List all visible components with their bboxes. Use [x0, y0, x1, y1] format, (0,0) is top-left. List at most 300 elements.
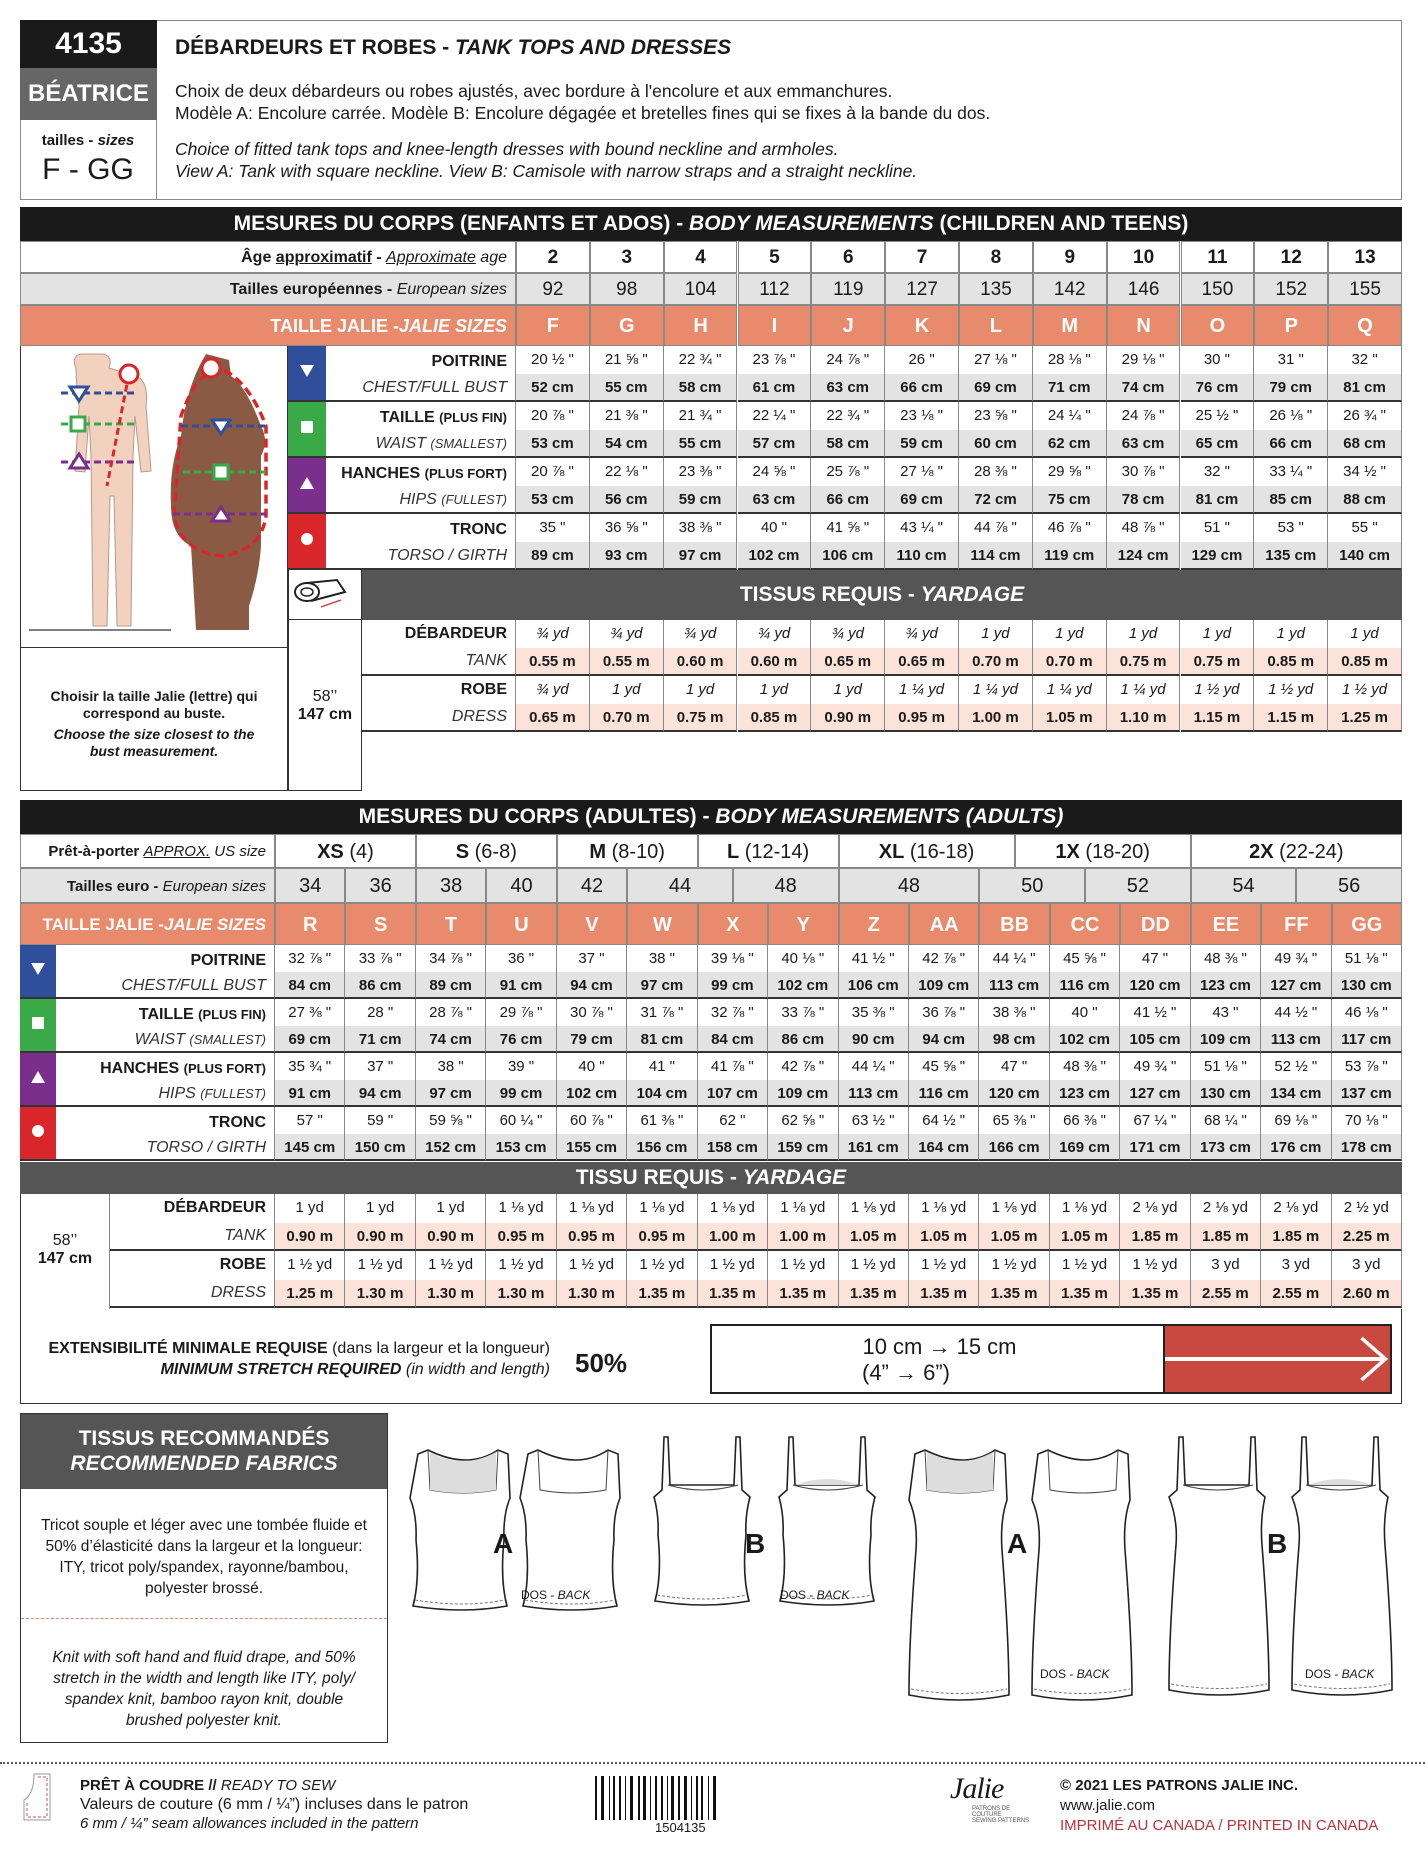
euro-size-cell: 119 [811, 273, 885, 305]
square-icon [300, 420, 314, 439]
measure-inches: 38 " [627, 945, 697, 972]
age-label-en: Approximate [386, 249, 476, 266]
measure-inches: 51 ⅛ " [1332, 945, 1402, 972]
measure-cm: 164 cm [909, 1134, 979, 1161]
measure-label-en [56, 1028, 266, 1051]
euro-label-en: European sizes [396, 281, 507, 298]
ready-en: READY TO SEW [220, 1777, 336, 1794]
measure-inches: 57 " [275, 1107, 345, 1134]
measure-inches: 34 ⅞ " [416, 945, 486, 972]
euro-size-cell: 150 [1181, 273, 1255, 305]
dash: - [371, 249, 387, 266]
measure-cm: 106 cm [839, 972, 909, 999]
jalie-label-fr: TAILLE JALIE - [270, 316, 399, 336]
measure-cm: 178 cm [1332, 1134, 1402, 1161]
jalie-size-row-label [20, 305, 516, 346]
back-fr: DOS - [1305, 1667, 1342, 1681]
yardage-m: 1.10 m [1107, 704, 1181, 732]
yardage-label [362, 620, 516, 676]
circle-icon [31, 1124, 45, 1143]
yardage-m: 0.75 m [1107, 648, 1181, 676]
measure-cm: 52 cm [516, 374, 590, 402]
stretch-label-fr: (dans la largeur et la longueur) [327, 1340, 550, 1357]
measure-inches: 60 ¼ " [486, 1107, 556, 1134]
measure-cm: 84 cm [275, 972, 345, 999]
yardage-m: 1.05 m [909, 1223, 979, 1252]
yardage-m: 2.60 m [1332, 1280, 1402, 1309]
yardage-yd: ¾ yd [664, 620, 738, 648]
measure-cm: 119 cm [1033, 542, 1107, 570]
yardage-yd: 1 yd [664, 676, 738, 704]
yardage-yd: 1 yd [1033, 620, 1107, 648]
jalie-size-cell: AA [909, 903, 979, 945]
stretch-gauge-text [712, 1326, 1167, 1392]
measure-inches: 26 ¾ " [1328, 402, 1402, 430]
measure-label-en [326, 376, 507, 400]
barcode-bar [713, 1776, 716, 1820]
label-fr-main: POITRINE [190, 952, 266, 969]
ready-to-sew [80, 1776, 468, 1833]
yardage-m: 0.60 m [664, 648, 738, 676]
measure-inches: 39 " [486, 1053, 556, 1080]
children-yardage-title [362, 570, 1402, 620]
label-fr-main: TRONC [209, 1114, 266, 1131]
description-fr [175, 80, 990, 124]
measure-cm: 134 cm [1261, 1080, 1331, 1107]
measure-inches: 29 ⅝ " [1033, 458, 1107, 486]
measure-inches: 41 ½ " [839, 945, 909, 972]
measure-inches: 59 ⅝ " [416, 1107, 486, 1134]
measure-inches: 20 ⅞ " [516, 402, 590, 430]
measure-label-en [326, 488, 507, 512]
yardage-yd: 1 ½ yd [979, 1251, 1049, 1280]
measure-inches: 21 ⅝ " [590, 346, 664, 374]
jalie-logo [950, 1772, 1030, 1842]
measure-cm: 71 cm [1033, 374, 1107, 402]
jalie-label-en: JALIE SIZES [163, 915, 266, 934]
fabric-width-cm: 147 cm [297, 706, 353, 723]
triangle-down-icon [30, 962, 46, 981]
adults-table-title [20, 800, 1402, 834]
view-a-label-tank: A [493, 1528, 514, 1559]
measure-inches: 53 ⅞ " [1332, 1053, 1402, 1080]
measure-inches: 51 " [1181, 514, 1255, 542]
yardage-yd: 1 ⅛ yd [1050, 1194, 1120, 1223]
yardage-m: 1.35 m [698, 1280, 768, 1309]
euro-size-cell: 112 [738, 273, 812, 305]
measure-inches: 27 ⅛ " [885, 458, 959, 486]
measure-cm: 110 cm [885, 542, 959, 570]
measure-inches: 34 ½ " [1328, 458, 1402, 486]
jalie-size-cell: U [486, 903, 556, 945]
adult-fabric-width [20, 1194, 110, 1309]
measure-inches: 43 ¼ " [885, 514, 959, 542]
measure-inches: 27 ⅜ " [275, 999, 345, 1026]
measure-cm: 102 cm [738, 542, 812, 570]
footer-divider [0, 1762, 1425, 1764]
children-title-fr: MESURES DU CORPS (ENFANTS ET ADOS) - [233, 212, 690, 235]
measure-inches: 41 ½ " [1120, 999, 1190, 1026]
page-title [175, 36, 731, 60]
measure-cm: 85 cm [1254, 486, 1328, 514]
measure-inches: 41 ⅝ " [811, 514, 885, 542]
yardage-m: 1.00 m [698, 1223, 768, 1252]
measure-cm: 94 cm [909, 1026, 979, 1053]
measure-inches: 36 ⅝ " [590, 514, 664, 542]
yardage-yd: 1 ½ yd [839, 1251, 909, 1280]
yardage-yd: 1 ½ yd [275, 1251, 345, 1280]
yardage-m: 0.65 m [516, 704, 590, 732]
yardage-label [110, 1194, 275, 1251]
adult-fabric-width-cm: 147 cm [37, 1250, 93, 1267]
yardage-m: 0.75 m [1181, 648, 1255, 676]
yardage-yd: 1 ¼ yd [1107, 676, 1181, 704]
euro-size-cell: 52 [1085, 868, 1191, 903]
measure-cm: 150 cm [345, 1134, 415, 1161]
back-en: BACK [1341, 1667, 1375, 1681]
euro-size-cell: 127 [885, 273, 959, 305]
measure-inches: 31 " [1254, 346, 1328, 374]
desc-en-line: View A: Tank with square neckline. View B: Camisole with narrow straps and a straight neckline. [175, 161, 918, 181]
yardage-m: 1.35 m [1120, 1280, 1190, 1309]
label-en-main: TORSO / GIRTH [146, 1139, 266, 1156]
measure-cm: 66 cm [885, 374, 959, 402]
euro-size-cell: 155 [1328, 273, 1402, 305]
yardage-yd: 1 yd [416, 1194, 486, 1223]
yardage-m: 1.25 m [1328, 704, 1402, 732]
measure-cm: 135 cm [1254, 542, 1328, 570]
measure-cm: 59 cm [885, 430, 959, 458]
dress-b-front [1169, 1437, 1269, 1695]
yardage-m: 1.15 m [1254, 704, 1328, 732]
measure-label-en [56, 1082, 266, 1105]
measure-cm: 63 cm [1107, 430, 1181, 458]
measure-cm: 140 cm [1328, 542, 1402, 570]
measure-inches: 37 " [557, 945, 627, 972]
measure-cm: 99 cm [486, 1080, 556, 1107]
desc-en-line: Choice of fitted tank tops and knee-length dresses with bound neckline and armholes. [175, 139, 839, 159]
yardage-m: 0.90 m [416, 1223, 486, 1252]
yardage-m: 2.55 m [1261, 1280, 1331, 1309]
jalie-size-cell: N [1107, 305, 1181, 346]
measure-inches: 20 ½ " [516, 346, 590, 374]
age-cell: 9 [1033, 241, 1107, 273]
measure-cm: 102 cm [768, 972, 838, 999]
yardage-m: 2.25 m [1332, 1223, 1402, 1252]
yardage-m: 0.70 m [959, 648, 1033, 676]
measure-inches: 67 ¼ " [1120, 1107, 1190, 1134]
yardage-label [110, 1251, 275, 1308]
yardage-yd: 1 ½ yd [557, 1251, 627, 1280]
measure-label [56, 1107, 275, 1161]
yardage-label [362, 676, 516, 732]
label-en-small: (SMALLEST) [430, 436, 507, 451]
jalie-size-cell: EE [1191, 903, 1261, 945]
euro-label-fr: Tailles européennes - [229, 281, 397, 298]
yardage-m: 1.85 m [1261, 1223, 1331, 1252]
measure-inches: 53 " [1254, 514, 1328, 542]
label-en-small: (FULLEST) [200, 1086, 266, 1101]
jalie-size-cell: H [664, 305, 738, 346]
measure-cm: 158 cm [698, 1134, 768, 1161]
tank-b-back [779, 1437, 875, 1605]
fabric-width [288, 620, 362, 791]
dress-a-front [909, 1450, 1009, 1700]
yardage-yd: 2 ⅛ yd [1191, 1194, 1261, 1223]
yardage-yd: ¾ yd [516, 620, 590, 648]
measure-inches: 30 ⅞ " [557, 999, 627, 1026]
barcode-bar [661, 1776, 663, 1820]
arrow-right-icon [1165, 1326, 1391, 1392]
ready-fr: PRÊT À COUDRE // [80, 1777, 221, 1794]
measure-cm: 81 cm [627, 1026, 697, 1053]
barcode-bar [684, 1776, 687, 1820]
us-size-cell [275, 834, 416, 868]
measure-cm: 127 cm [1120, 1080, 1190, 1107]
measure-cm: 69 cm [275, 1026, 345, 1053]
jalie-size-cell: J [811, 305, 885, 346]
title-en: TANK TOPS AND DRESSES [455, 36, 732, 59]
back-label-tank-b [780, 1588, 849, 1602]
label-en-main: CHEST/FULL BUST [121, 977, 266, 994]
size-range-box [20, 120, 157, 200]
yardage-yd: 1 ½ yd [768, 1251, 838, 1280]
measure-cm: 76 cm [1181, 374, 1255, 402]
measure-inches: 64 ½ " [909, 1107, 979, 1134]
measure-inches: 36 " [486, 945, 556, 972]
measure-cm: 113 cm [1261, 1026, 1331, 1053]
jalie-size-cell: BB [979, 903, 1049, 945]
label-fr-main: TAILLE [379, 409, 440, 426]
triangle-down-icon [299, 364, 315, 383]
jalie-size-cell: R [275, 903, 345, 945]
stretch-percent: 50% [575, 1348, 628, 1378]
us-size-cell [839, 834, 1015, 868]
measure-inches: 36 ⅞ " [909, 999, 979, 1026]
yardage-yd: 1 ⅛ yd [486, 1194, 556, 1223]
label-en-main: HIPS [158, 1085, 201, 1102]
jalie-size-cell: GG [1332, 903, 1402, 945]
measure-cm: 166 cm [979, 1134, 1049, 1161]
back-en: BACK [1076, 1667, 1110, 1681]
copyright: © 2021 LES PATRONS JALIE INC. [1060, 1777, 1299, 1794]
jalie-size-cell: S [345, 903, 415, 945]
jalie-size-cell: CC [1050, 903, 1120, 945]
yardage-yd: 1 ½ yd [1181, 676, 1255, 704]
barcode-bar [638, 1776, 640, 1820]
measure-label-fr [56, 1107, 266, 1136]
measure-cm: 74 cm [416, 1026, 486, 1053]
measure-cm: 74 cm [1107, 374, 1181, 402]
measure-inches: 28 ⅛ " [1033, 346, 1107, 374]
yardage-yd: 1 ½ yd [909, 1251, 979, 1280]
euro-size-cell: 135 [959, 273, 1033, 305]
euro-size-cell: 146 [1107, 273, 1181, 305]
measure-inches: 21 ⅜ " [590, 402, 664, 430]
yardage-m: 1.35 m [979, 1280, 1049, 1309]
measure-color-swatch [20, 1107, 56, 1161]
euro-size-label [20, 868, 275, 903]
us-size-label [20, 834, 275, 868]
barcode-bar [630, 1776, 633, 1820]
measure-cm: 66 cm [1254, 430, 1328, 458]
us-size-range: (16-18) [904, 841, 975, 863]
us-size-cell [416, 834, 557, 868]
pattern-piece-icon [22, 1772, 52, 1822]
barcode-bar [671, 1776, 674, 1820]
euro-size-cell: 152 [1254, 273, 1328, 305]
yardage-yd: 1 ½ yd [1120, 1251, 1190, 1280]
measure-color-swatch [288, 346, 326, 402]
us-size-range: (22-24) [1273, 841, 1344, 863]
measure-inches: 29 ⅞ " [486, 999, 556, 1026]
measure-label-en [56, 974, 266, 997]
age-word: Âge [241, 249, 276, 266]
yardage-m: 0.70 m [1033, 648, 1107, 676]
measure-inches: 40 " [1050, 999, 1120, 1026]
yardage-yd: 1 yd [738, 676, 812, 704]
measure-cm: 109 cm [909, 972, 979, 999]
measure-inches: 52 ½ " [1261, 1053, 1331, 1080]
measure-inches: 24 ⅞ " [811, 346, 885, 374]
measure-cm: 61 cm [738, 374, 812, 402]
yardage-m: 0.95 m [627, 1223, 697, 1252]
age-cell: 11 [1181, 241, 1255, 273]
back-en: BACK [816, 1588, 850, 1602]
measure-cm: 54 cm [590, 430, 664, 458]
measure-color-swatch [20, 999, 56, 1053]
label-en-main: WAIST [134, 1031, 190, 1048]
measure-inches: 38 ⅜ " [979, 999, 1049, 1026]
yardage-m: 1.35 m [839, 1280, 909, 1309]
jalie-size-cell: F [516, 305, 590, 346]
yardage-m: 0.65 m [885, 648, 959, 676]
measure-inches: 49 ¾ " [1261, 945, 1331, 972]
yardage-m: 1.05 m [1033, 704, 1107, 732]
website-link[interactable]: www.jalie.com [1060, 1797, 1156, 1814]
body-figures [20, 346, 288, 648]
yardage-title-fr: TISSUS REQUIS - [739, 583, 921, 606]
stretch-gauge [710, 1324, 1392, 1394]
barcode-bar [655, 1776, 657, 1820]
jalie-size-cell: FF [1261, 903, 1331, 945]
barcode-bar [609, 1776, 610, 1820]
jalie-size-cell: X [698, 903, 768, 945]
children-title-en: BODY MEASUREMENTS [689, 212, 934, 235]
measure-cm: 53 cm [516, 486, 590, 514]
adults-yardage-title [20, 1162, 1402, 1194]
yardage-m: 2.55 m [1191, 1280, 1261, 1309]
yardage-yd: ¾ yd [590, 620, 664, 648]
measure-color-swatch [288, 514, 326, 570]
measure-inches: 39 ⅛ " [698, 945, 768, 972]
euro-size-cell: 48 [839, 868, 980, 903]
measure-inches: 35 " [516, 514, 590, 542]
triangle-up-icon [299, 476, 315, 495]
measure-label-en [326, 544, 507, 568]
adult-yardage-title-fr: TISSU REQUIS - [575, 1166, 743, 1189]
measure-inches: 26 ⅛ " [1254, 402, 1328, 430]
measure-inches: 60 ⅞ " [557, 1107, 627, 1134]
measure-label [56, 945, 275, 999]
measure-cm: 56 cm [590, 486, 664, 514]
yardage-m: 0.95 m [486, 1223, 556, 1252]
age-cell: 8 [959, 241, 1033, 273]
yardage-yd: 1 yd [1181, 620, 1255, 648]
jalie-size-cell: L [959, 305, 1033, 346]
label-fr-main: TAILLE [138, 1006, 199, 1023]
measure-inches: 32 ⅞ " [275, 945, 345, 972]
euro-size-cell: 34 [275, 868, 345, 903]
yardage-m: 1.85 m [1191, 1223, 1261, 1252]
measure-cm: 66 cm [811, 486, 885, 514]
label-en-main: WAIST [375, 435, 431, 452]
measure-inches: 65 ⅜ " [979, 1107, 1049, 1134]
jalie-size-cell: Z [839, 903, 909, 945]
measure-inches: 40 " [557, 1053, 627, 1080]
yardage-yd: 1 ½ yd [416, 1251, 486, 1280]
desc-fr-line: Choix de deux débardeurs ou robes ajustés, avec bordure à l'encolure et aux emmanchures. [175, 81, 893, 101]
measure-inches: 27 ⅛ " [959, 346, 1033, 374]
us-size-range: (12-14) [739, 841, 810, 863]
measure-cm: 58 cm [664, 374, 738, 402]
yardage-m: 0.90 m [275, 1223, 345, 1252]
children-title-tail: (CHILDREN AND TEENS) [933, 212, 1189, 235]
measure-inches: 44 ½ " [1261, 999, 1331, 1026]
seam-fr: Valeurs de couture (6 mm / ¼”) incluses dans le patron [80, 1796, 469, 1813]
measure-inches: 28 " [345, 999, 415, 1026]
body-measurement-figure [21, 346, 286, 646]
us-size-range: (4) [343, 841, 374, 863]
measure-cm: 57 cm [738, 430, 812, 458]
measure-cm: 120 cm [979, 1080, 1049, 1107]
jalie-size-cell: Q [1328, 305, 1402, 346]
desc-fr-line: Modèle A: Encolure carrée. Modèle B: Encolure dégagée et bretelles fines qui se fixes à la bande du dos. [175, 103, 991, 123]
euro-size-cell: 40 [486, 868, 556, 903]
yardage-m: 1.35 m [627, 1280, 697, 1309]
measure-cm: 69 cm [885, 486, 959, 514]
jalie-size-cell: G [590, 305, 664, 346]
measure-cm: 53 cm [516, 430, 590, 458]
fabrics-title-en: RECOMMENDED FABRICS [70, 1452, 338, 1475]
yardage-yd: 1 ½ yd [1050, 1251, 1120, 1280]
measure-label-en [326, 432, 507, 456]
measure-cm: 171 cm [1120, 1134, 1190, 1161]
measure-inches: 30 " [1181, 346, 1255, 374]
measure-cm: 79 cm [557, 1026, 627, 1053]
jalie-size-cell: Y [768, 903, 838, 945]
measure-inches: 24 ⅞ " [1107, 402, 1181, 430]
measure-cm: 88 cm [1328, 486, 1402, 514]
measure-cm: 97 cm [627, 972, 697, 999]
euro-size-cell: 44 [627, 868, 733, 903]
measure-label-fr [56, 999, 266, 1028]
measure-cm: 156 cm [627, 1134, 697, 1161]
square-icon [31, 1016, 45, 1035]
measure-inches: 22 ⅛ " [590, 458, 664, 486]
yardage-label-en: TANK [224, 1226, 266, 1244]
measure-cm: 105 cm [1120, 1026, 1190, 1053]
yardage-m: 0.55 m [516, 648, 590, 676]
age-cell: 10 [1107, 241, 1181, 273]
us-size-cell [698, 834, 839, 868]
yardage-yd: 1 yd [345, 1194, 415, 1223]
measure-label-fr [326, 402, 507, 432]
measure-label-fr [326, 514, 507, 544]
jalie-size-cell: P [1254, 305, 1328, 346]
measure-color-swatch [288, 458, 326, 514]
measure-inches: 32 " [1328, 346, 1402, 374]
